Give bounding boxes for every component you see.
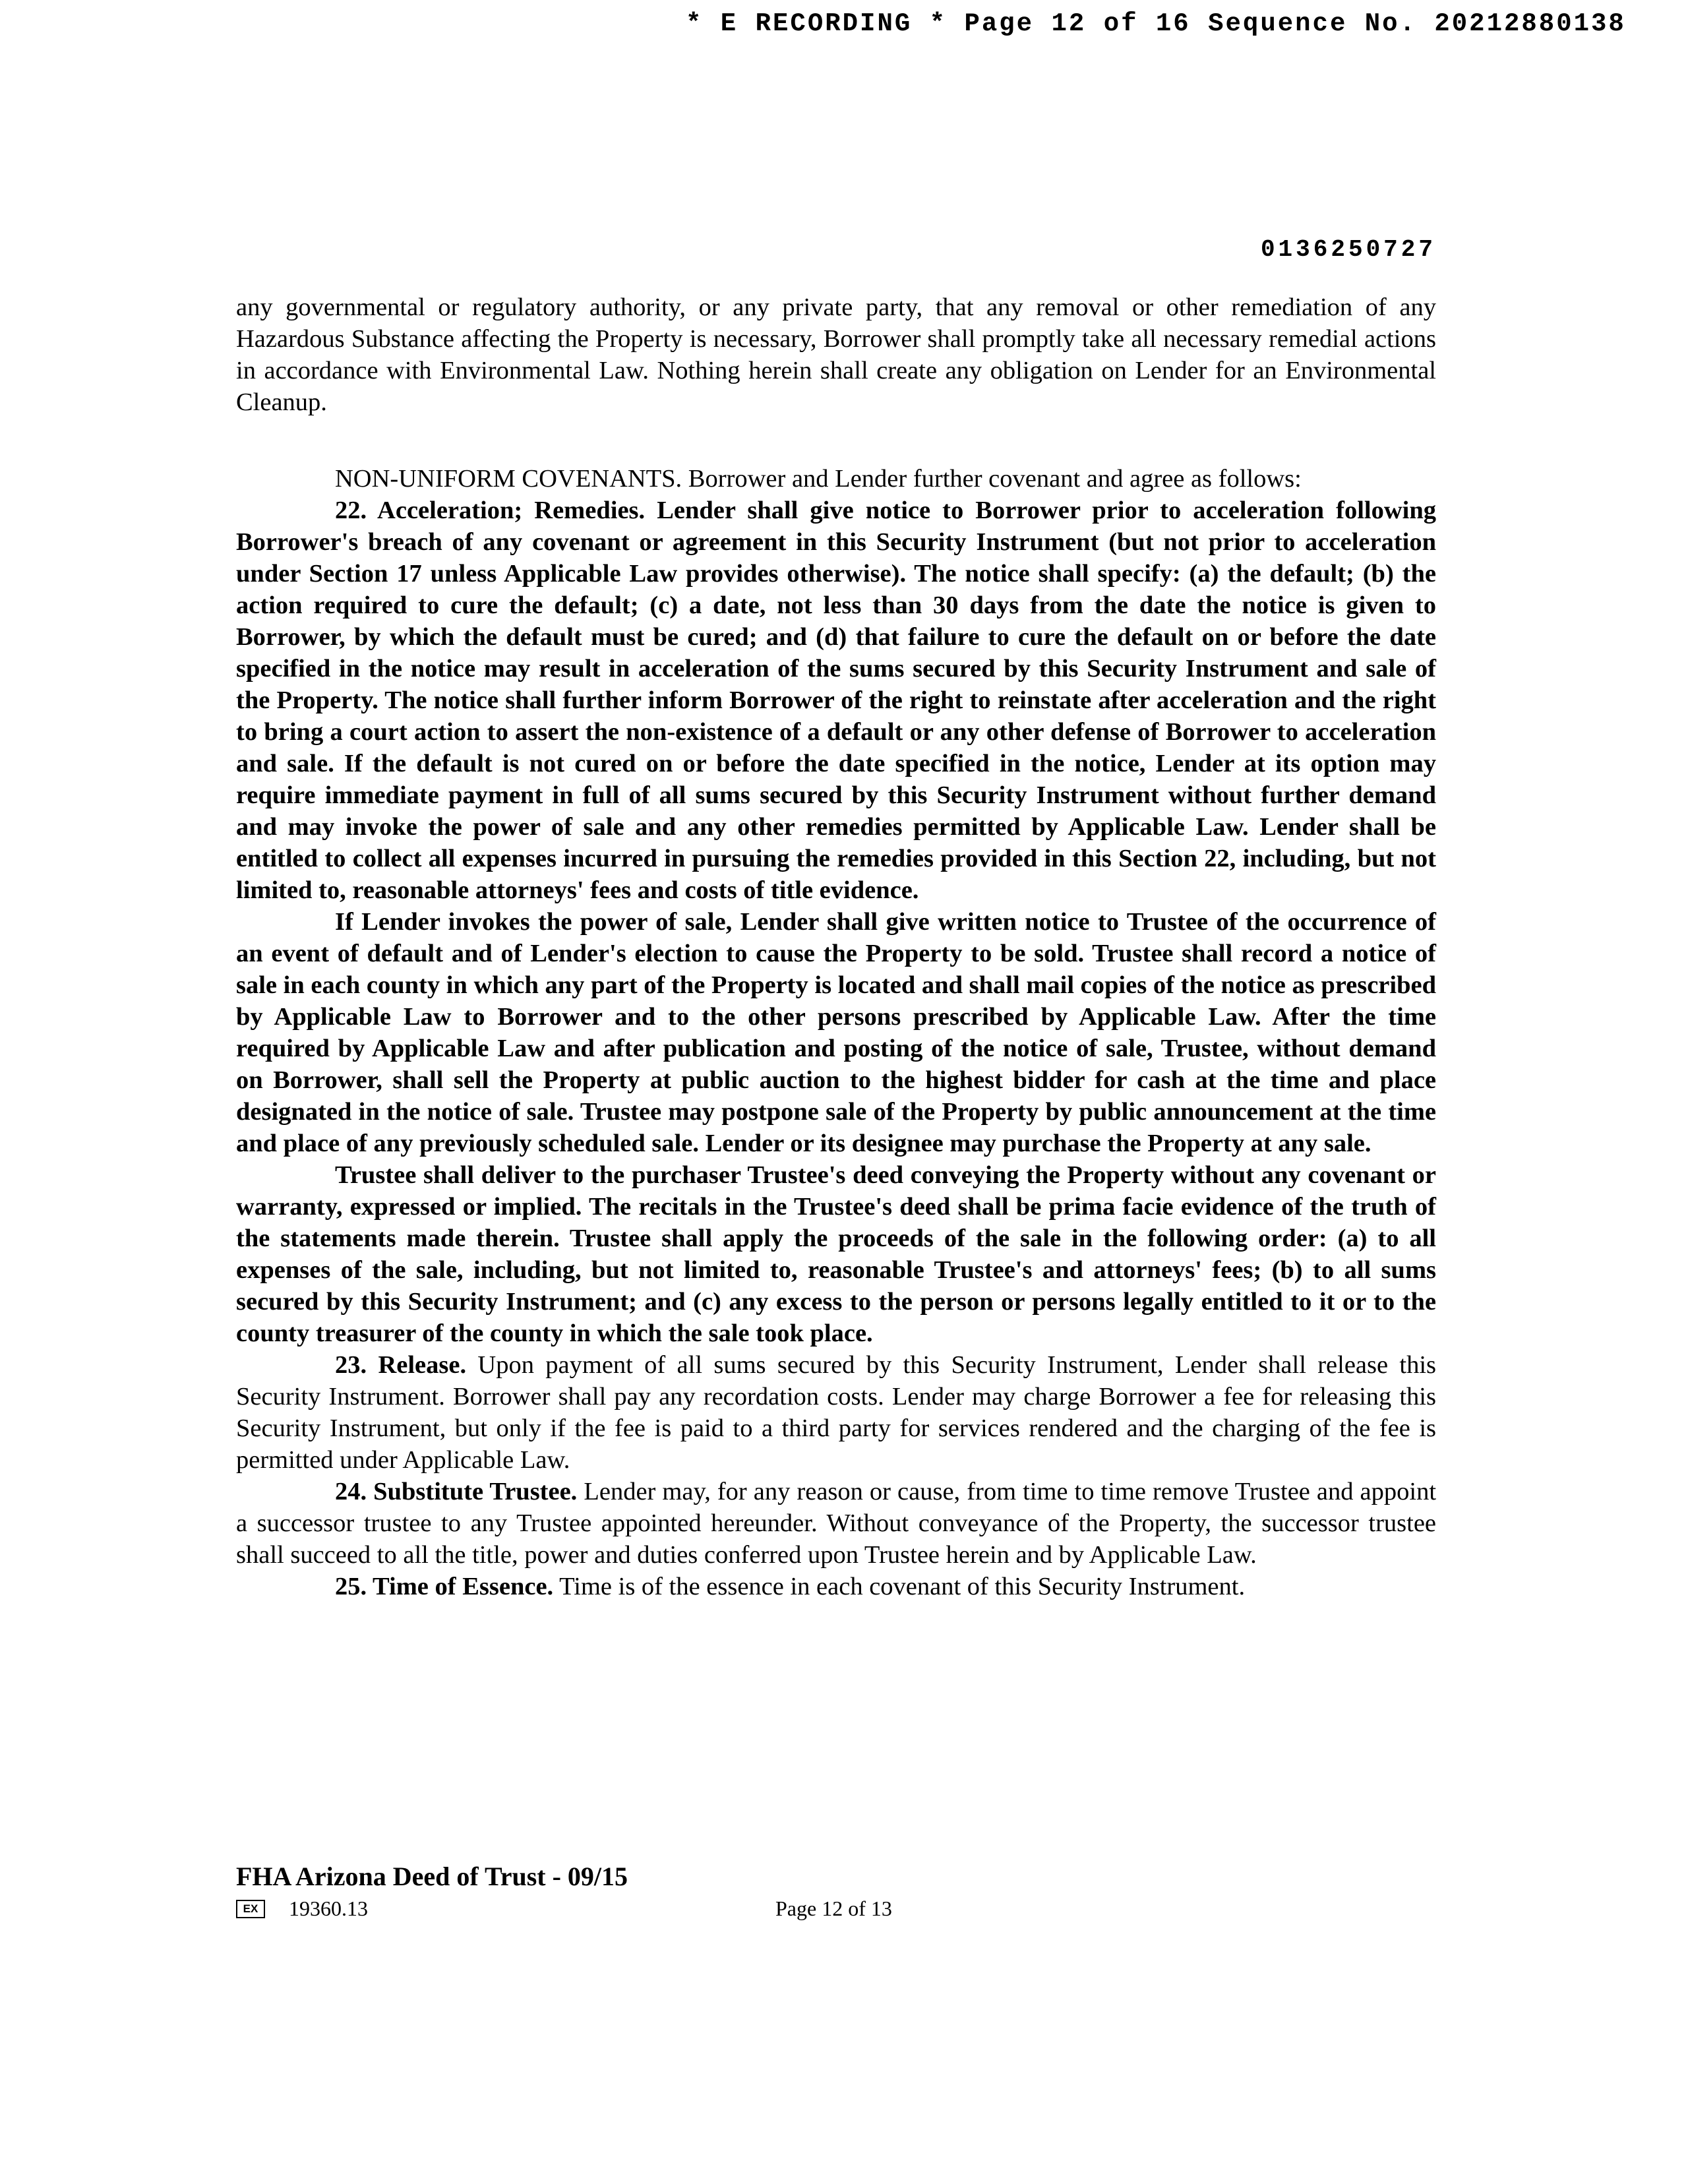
ellie-mae-ex-icon: EX [236, 1900, 265, 1918]
section-23-heading: 23. Release. [335, 1351, 467, 1379]
recording-stamp: * E RECORDING * Page 12 of 16 Sequence No. 20212880138 [686, 9, 1626, 38]
section-23-text: Upon payment of all sums secured by this Security Instrument, Lender shall release this Security Instrument. Borrower shall pay any recordation costs. Lender may charge Borrower a fee for releasing this Security Instrument, but only if the fee is paid to a third party for services rendered and the charging of the fee is permitted under Applicable Law. [236, 1351, 1437, 1474]
footer-form-number: 19360.13 [289, 1896, 368, 1920]
section-23-paragraph [236, 1349, 1436, 1476]
loan-number: 0136250727 [1260, 236, 1436, 263]
section-24-paragraph [236, 1476, 1436, 1571]
section-22-heading: 22. Acceleration; Remedies. [335, 497, 646, 524]
trustee-deed-paragraph: Trustee shall deliver to the purchaser Trustee's deed conveying the Property without any covenant or warranty, expressed or implied. The recitals in the Trustee's deed shall be prima facie evidence of the truth of the statements made therein. Trustee shall apply the proceeds of the sale in the following order: (a) to all expenses of the sale, including, but not limited to, reasonable Trustee's and attorneys' fees; (b) to all sums secured by this Security Instrument; and (c) any excess to the person or persons legally entitled to it or to the county treasurer of the county in which the sale took place. [236, 1161, 1436, 1347]
footer-page-number: Page 12 of 13 [775, 1896, 892, 1920]
section-24-heading: 24. Substitute Trustee. [335, 1478, 578, 1505]
section-25-paragraph [236, 1571, 1436, 1602]
section-24-text: Lender may, for any reason or cause, from time to time remove Trustee and appoint a successor trustee to any Trustee appointed hereunder. Without conveyance of the Property, the successor trustee shall succeed to all the title, power and duties conferred upon Trustee herein and by Applicable Law. [236, 1478, 1437, 1569]
section-22-text: Lender shall give notice to Borrower prior to acceleration following Borrower's breach of any covenant or agreement in this Security Instrument (but not prior to acceleration under Section 17 unless Applicable Law provides otherwise). The notice shall specify: (a) the default; (b) the action required to cure the default; (c) a date, not less than 30 days from the date the notice is given to Borrower, by which the default must be cured; and (d) that failure to cure the default on or before the date specified in the notice may result in acceleration of the sums secured by this Security Instrument and sale of the Property. The notice shall further inform Borrower of the right to reinstate after acceleration and the right to bring a court action to assert the non-existence of a default or any other defense of Borrower to acceleration and sale. If the default is not cured on or before the date specified in the notice, Lender at its option may require immediate payment in full of all sums secured by this Security Instrument without further demand and may invoke the power of sale and any other remedies permitted by Applicable Law. Lender shall be entitled to collect all expenses incurred in pursuing the remedies provided in this Section 22, including, but not limited to, reasonable attorneys' fees and costs of title evidence. [236, 497, 1437, 904]
non-uniform-covenants-intro: NON-UNIFORM COVENANTS. Borrower and Lender further covenant and agree as follows: [335, 465, 1302, 493]
section-25-text: Time is of the essence in each covenant of this Security Instrument. [559, 1573, 1246, 1600]
section-25-heading: 25. Time of Essence. [335, 1573, 554, 1600]
footer-form-number-row [236, 1896, 368, 1921]
document-body [236, 291, 1436, 1602]
power-of-sale-paragraph: If Lender invokes the power of sale, Lender shall give written notice to Trustee of the occurrence of an event of default and of Lender's election to cause the Property to be sold. Trustee shall record a notice of sale in each county in which any part of the Property is located and shall mail copies of the notice as prescribed by Applicable Law to Borrower and to the other persons prescribed by Applicable Law. After the time required by Applicable Law and after publication and posting of the notice of sale, Trustee, without demand on Borrower, shall sell the Property at public auction to the highest bidder for cash at the time and place designated in the notice of sale. Trustee may postpone sale of the Property by public announcement at the time and place of any previously scheduled sale. Lender or its designee may purchase the Property at any sale. [236, 908, 1436, 1157]
footer-form-title: FHA Arizona Deed of Trust - 09/15 [236, 1862, 628, 1891]
section-22-paragraph [236, 495, 1436, 906]
intro-paragraph: any governmental or regulatory authority, or any private party, that any removal or other remediation of any Hazardous Substance affecting the Property is necessary, Borrower shall promptly take all necessary remedial actions in accordance with Environmental Law. Nothing herein shall create any obligation on Lender for an Environmental Cleanup. [236, 293, 1436, 416]
